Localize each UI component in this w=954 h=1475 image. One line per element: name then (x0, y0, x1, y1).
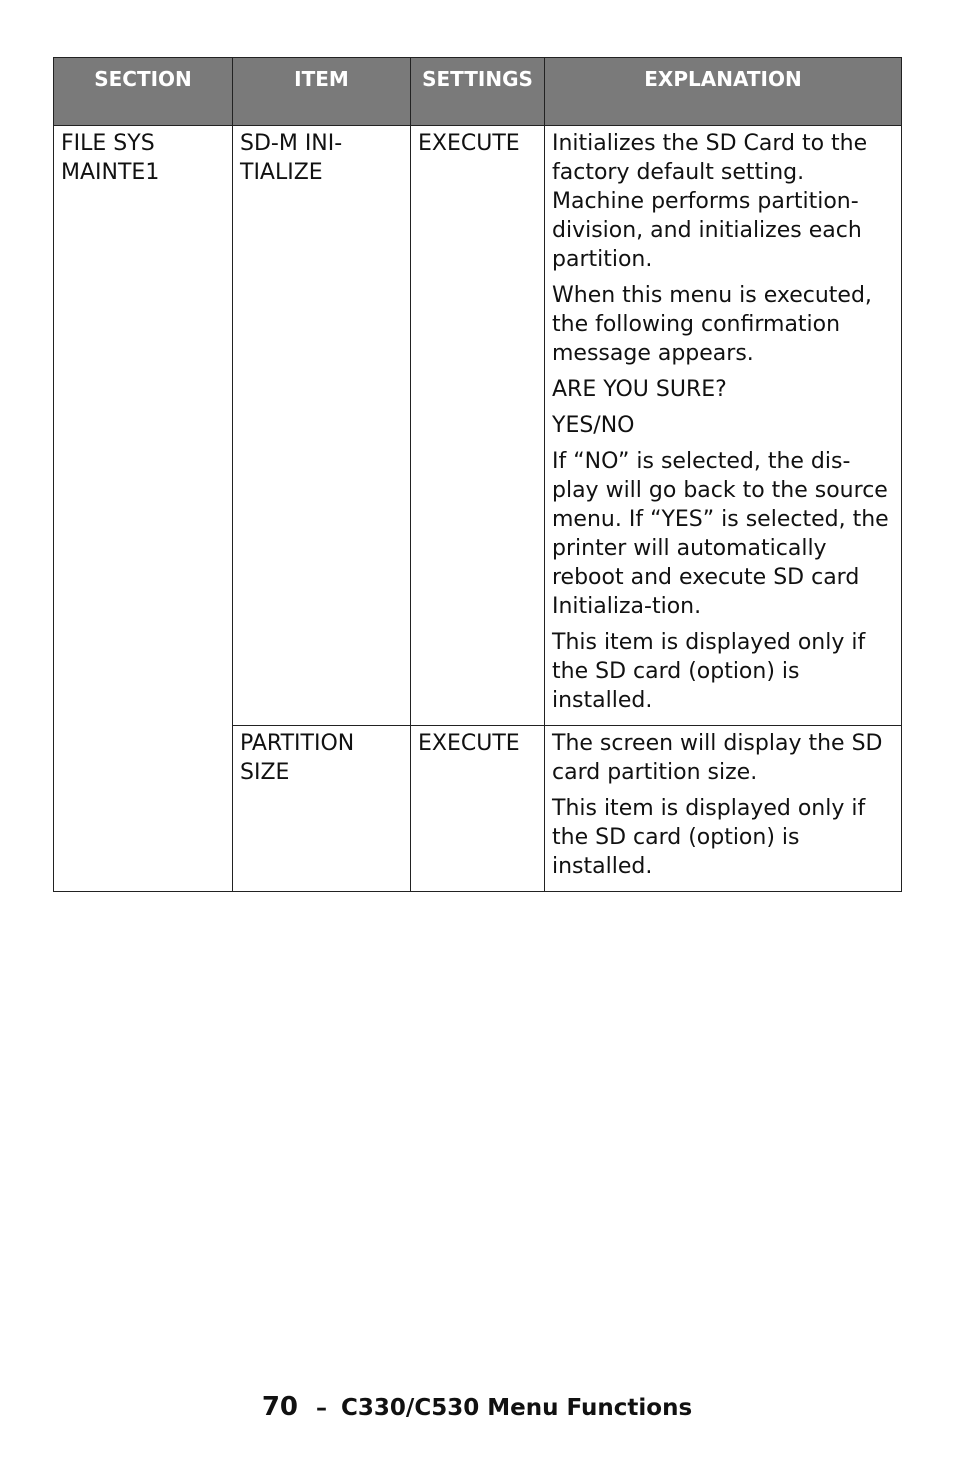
item-line: PARTITION (240, 731, 355, 756)
section-line: MAINTE1 (61, 160, 160, 185)
section-line: FILE SYS (61, 131, 155, 156)
explanation-cell (545, 126, 902, 726)
page-footer (0, 1392, 954, 1422)
page-number: 70 (261, 1392, 299, 1422)
footer-separator: – (316, 1396, 328, 1421)
item-cell (233, 126, 411, 726)
explanation-paragraph: This item is displayed only if the SD card (option) is installed. (552, 630, 866, 713)
menu-functions-table (53, 57, 902, 892)
section-cell (54, 126, 233, 892)
header-section: SECTION (54, 58, 233, 126)
header-settings: SETTINGS (411, 58, 545, 126)
item-line: SD-M INI- (240, 131, 343, 156)
item-line: TIALIZE (240, 160, 323, 185)
setting-cell: EXECUTE (411, 726, 545, 892)
table-row (54, 126, 902, 726)
table-header-row (54, 58, 902, 126)
explanation-paragraph: When this menu is executed, the following confirmation message appears. (552, 283, 872, 366)
header-item: ITEM (233, 58, 411, 126)
explanation-paragraph: If “NO” is selected, the dis-play will go back to the source menu. If “YES” is selected, the printer will automatically reboot and execute SD card Initializa-tion. (552, 449, 889, 619)
footer-title: C330/C530 Menu Functions (341, 1395, 693, 1421)
explanation-paragraph: This item is displayed only if the SD card (option) is installed. (552, 796, 866, 879)
item-line: SIZE (240, 760, 290, 785)
explanation-paragraph: ARE YOU SURE? (552, 377, 727, 402)
setting-cell: EXECUTE (411, 126, 545, 726)
header-explanation: EXPLANATION (545, 58, 902, 126)
explanation-cell (545, 726, 902, 892)
explanation-paragraph: YES/NO (552, 413, 635, 438)
explanation-paragraph: The screen will display the SD card partition size. (552, 731, 883, 785)
explanation-paragraph: Initializes the SD Card to the factory default setting. Machine performs partition-division, and initializes each partition. (552, 131, 868, 272)
item-cell (233, 726, 411, 892)
